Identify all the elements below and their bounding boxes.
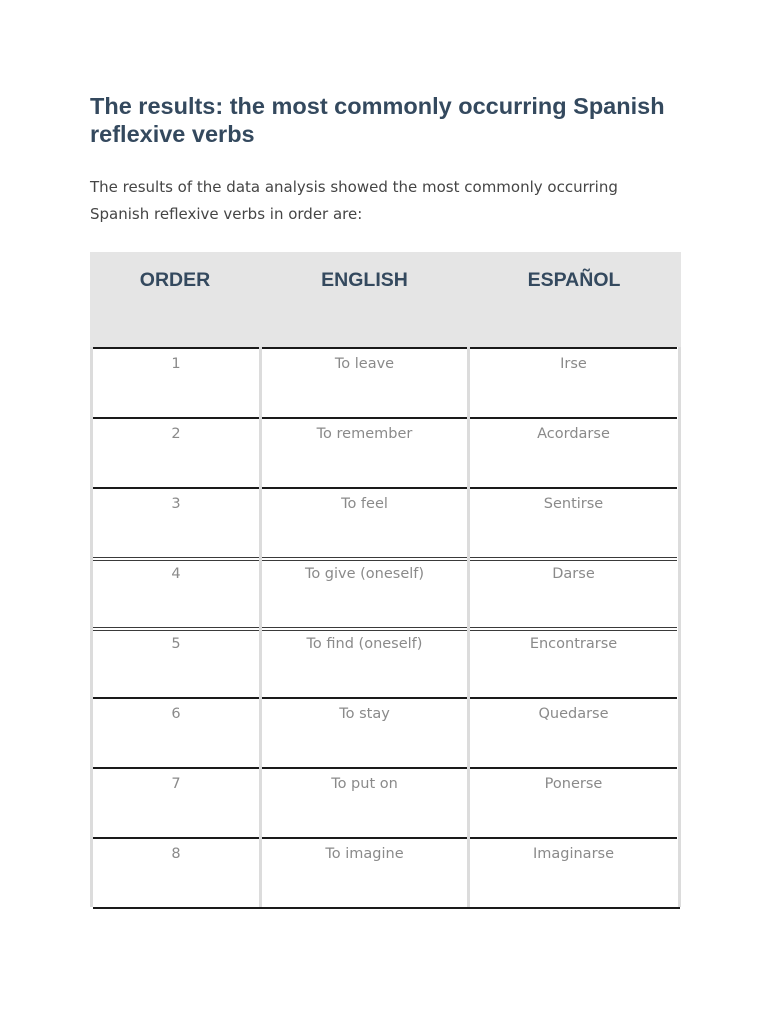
espanol-cell: Acordarse: [470, 417, 677, 487]
order-cell: 2: [93, 417, 259, 487]
column-divider: [259, 347, 262, 907]
english-cell: To put on: [262, 767, 467, 837]
order-cell: 7: [93, 767, 259, 837]
english-cell: To imagine: [262, 837, 467, 907]
espanol-cell: Ponerse: [470, 767, 677, 837]
table-bottom-rule: [93, 907, 680, 909]
english-cell: To stay: [262, 697, 467, 767]
english-cell: To feel: [262, 487, 467, 557]
espanol-cell: Darse: [470, 557, 677, 627]
english-cell: To give (oneself): [262, 557, 467, 627]
order-cell: 1: [93, 347, 259, 417]
header-english: ENGLISH: [321, 269, 408, 291]
verbs-table: [90, 252, 681, 862]
order-cell: 6: [93, 697, 259, 767]
table-row: [90, 697, 681, 767]
english-cell: To leave: [262, 347, 467, 417]
header-espanol: ESPAÑOL: [527, 269, 621, 291]
table-row: [90, 557, 681, 627]
espanol-cell: Imaginarse: [470, 837, 677, 907]
table-row: [90, 627, 681, 697]
espanol-cell: Quedarse: [470, 697, 677, 767]
espanol-cell: Irse: [470, 347, 677, 417]
table-header-row: [90, 252, 681, 347]
table-row: [90, 487, 681, 557]
table-row: [90, 417, 681, 487]
order-cell: 4: [93, 557, 259, 627]
table-row: [90, 347, 681, 417]
espanol-cell: Sentirse: [470, 487, 677, 557]
order-cell: 5: [93, 627, 259, 697]
table-row: [90, 767, 681, 837]
column-divider: [678, 347, 681, 907]
order-cell: 3: [93, 487, 259, 557]
header-order: ORDER: [139, 269, 211, 291]
table-row: [90, 837, 681, 907]
page-title: The results: the most commonly occurring Spanish reflexive verbs: [90, 93, 665, 147]
column-divider: [90, 347, 93, 907]
espanol-cell: Encontrarse: [470, 627, 677, 697]
english-cell: To find (oneself): [262, 627, 467, 697]
intro-paragraph: The results of the data analysis showed the most commonly occurring Spanish reflexive verbs in order are:: [90, 178, 618, 223]
column-divider: [467, 347, 470, 907]
order-cell: 8: [93, 837, 259, 907]
english-cell: To remember: [262, 417, 467, 487]
